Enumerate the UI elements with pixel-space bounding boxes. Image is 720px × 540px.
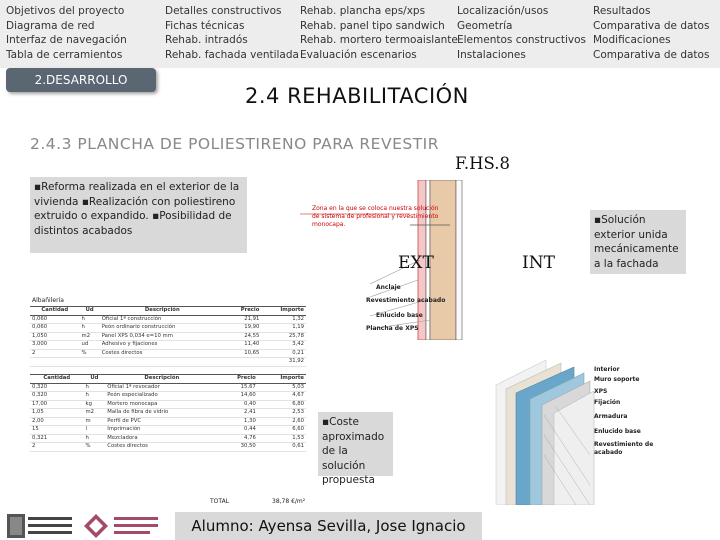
nav-link[interactable]: Instalaciones [457,48,526,61]
cell-total: 31,92 [261,358,306,367]
cell-unit: h [84,392,106,401]
table-row [30,400,306,409]
table-row [30,315,306,324]
cell-unit: h [80,324,100,333]
cell-unit: h [80,315,100,324]
table-row [30,324,306,333]
table-row [30,417,306,426]
table-row [30,349,306,358]
cell-description: Panel XPS 0,034 e=10 mm [100,332,225,341]
nav-link[interactable]: Comparativa de datos [593,19,710,32]
cell-unit: m2 [84,409,106,418]
budget-table-1 [30,306,306,367]
drawing-label-enlucido: Enlucido base [376,312,423,319]
table-row [30,332,306,341]
nav-link[interactable]: Elementos constructivos [457,34,587,46]
cell-price: 10,65 [225,349,262,358]
cell-price: 30,50 [218,443,257,452]
cell-price: 11,40 [225,341,262,350]
cell-quantity: 0,060 [30,324,80,333]
cell-amount: 2,60 [258,417,306,426]
cell-unit: % [84,443,106,452]
nav-column-4 [457,4,586,62]
cell-amount: 6,80 [258,400,306,409]
nav-column-5 [593,4,709,62]
cell-description: Peón especializado [105,392,218,401]
interior-label: INT [522,253,555,273]
cell-description: Oficial 1ª construcción [100,315,225,324]
cell-description: Imprimación [105,426,218,435]
cell-description: Costes directos [105,443,218,452]
cell-amount: 5,03 [258,383,306,392]
cell-price: 0,40 [218,400,257,409]
author-footer: Alumno: Ayensa Sevilla, Jose Ignacio [175,512,482,540]
iso-label: Muro soporte [594,376,640,383]
section-subtitle: 2.4.3 PLANCHA DE POLIESTIRENO PARA REVESTIR [30,135,440,153]
budget-table-2 [30,374,306,452]
drawing-label-revestimiento: Revestimiento acabado [366,297,446,304]
column-header: Ud [80,307,100,316]
cell-unit: m [84,417,106,426]
detail-code: F.HS.8 [455,154,510,173]
nav-link[interactable]: Diagrama de red [6,19,95,32]
features-box: ▪Reforma realizada en el exterior de la vivienda ▪Realización con poliestireno extruido o expandido. ▪Posibilidad de distintos acabados [30,177,247,253]
cell-quantity: 0,060 [30,315,80,324]
nav-link[interactable]: Interfaz de navegación [6,34,127,46]
cell-unit: ud [80,341,100,350]
cell-quantity: 0,321 [30,434,84,443]
nav-column-1 [6,4,127,62]
exterior-label: EXT [398,253,434,273]
nav-column-2 [165,4,299,62]
section-tab-desarrollo[interactable]: 2.DESARROLLO [6,68,156,92]
cell-description: Malla de fibra de vidrio [105,409,218,418]
cell-description: Peón ordinario construcción [100,324,225,333]
column-header: Cantidad [30,307,80,316]
nav-link[interactable]: Modificaciones [593,34,671,46]
cell-quantity: 0,320 [30,392,84,401]
cell-unit: m2 [80,332,100,341]
cell-description: Adhesivo y fijaciones [100,341,225,350]
cell-price: 19,90 [225,324,262,333]
table-row [30,409,306,418]
nav-link[interactable]: Objetivos del proyecto [6,5,125,17]
nav-link[interactable]: Rehab. plancha eps/xps [300,5,426,17]
column-header: Importe [261,307,306,316]
column-header: Ud [84,375,106,384]
cell-description: Mezcladora [105,434,218,443]
drawing-note: Zona en la que se coloca nuestra solución de sistema de profesional y revestimiento monocapa. [312,205,439,228]
cell-price: 21,91 [225,315,262,324]
cell-description: Mortero monocapa [105,400,218,409]
cost-box: ▪Coste aproximado de la solución propuesta [318,412,393,476]
column-header: Cantidad [30,375,84,384]
cell-quantity: 0,320 [30,383,84,392]
cell-amount: 4,67 [258,392,306,401]
table-row [30,443,306,452]
cell-amount: 25,78 [261,332,306,341]
nav-link[interactable]: Rehab. panel tipo sandwich [300,19,445,32]
cell-quantity: 2 [30,349,80,358]
nav-link[interactable]: Rehab. intradós [165,34,248,46]
iso-label: Enlucido base [594,428,641,435]
column-header: Precio [225,307,262,316]
drawing-label-plancha: Plancha de XPS [366,325,419,332]
nav-link[interactable]: Rehab. mortero termoaislante [300,34,458,46]
table-header-row [30,375,306,384]
cell-quantity: 2,00 [30,417,84,426]
nav-link[interactable]: Comparativa de datos [593,48,710,61]
cell-amount: 0,61 [258,443,306,452]
table-row [30,383,306,392]
column-header: Descripción [105,375,218,384]
cell-price: 15,67 [218,383,257,392]
cell-description: Oficial 1ª revocador [105,383,218,392]
column-header: Precio [218,375,257,384]
iso-label: Revestimiento de acabado [594,441,654,456]
cell-amount: 0,21 [261,349,306,358]
iso-label: XPS [594,388,608,395]
column-header: Importe [258,375,306,384]
cell-amount: 1,32 [261,315,306,324]
cell-price: 0,44 [218,426,257,435]
cell-quantity: 1,050 [30,332,80,341]
isometric-wall-illustration [486,355,596,505]
nav-link[interactable]: Geometría [457,19,513,32]
cell-price: 4,76 [218,434,257,443]
cell-unit: h [84,383,106,392]
page-title: 2.4 REHABILITACIÓN [245,84,469,108]
cell-quantity: 15 [30,426,84,435]
budget-total-value: 38,78 €/m² [272,498,306,505]
drawing-label-anclaje: Anclaje [376,284,401,291]
cell-quantity: 1,05 [30,409,84,418]
school-logo [82,512,160,540]
cell-description: Perfil de PVC [105,417,218,426]
nav-link[interactable]: Tabla de cerramientos [6,48,123,61]
cell-price: 1,30 [218,417,257,426]
nav-link[interactable]: Localización/usos [457,5,549,17]
cell-unit: l [84,426,106,435]
iso-label: Armadura [594,413,628,420]
top-navigation [0,0,720,68]
nav-column-3 [300,4,458,62]
table-row [30,392,306,401]
nav-link[interactable]: Evaluación escenarios [300,48,417,61]
column-header: Descripción [100,307,225,316]
cell-unit: % [80,349,100,358]
cell-amount: 1,53 [258,434,306,443]
cell-unit: kg [84,400,106,409]
nav-link[interactable]: Resultados [593,5,651,17]
budget1-caption: Albañilería [32,297,64,304]
nav-link[interactable]: Detalles constructivos [165,5,282,17]
nav-link[interactable]: Rehab. fachada ventilada [165,48,299,61]
cell-amount: 3,42 [261,341,306,350]
cell-amount: 1,19 [261,324,306,333]
cell-unit: h [84,434,106,443]
cell-amount: 6,60 [258,426,306,435]
iso-label: Interior [594,366,620,373]
budget-total-label: TOTAL [210,498,230,505]
cell-price: 2,41 [218,409,257,418]
university-logo [6,512,76,540]
cell-quantity: 2 [30,443,84,452]
cell-quantity: 3,000 [30,341,80,350]
table-header-row [30,307,306,316]
table-row [30,426,306,435]
cell-description: Costes directos [100,349,225,358]
table-total-row [30,358,306,367]
table-row [30,434,306,443]
cell-price: 14,60 [218,392,257,401]
table-row [30,341,306,350]
cell-amount: 2,53 [258,409,306,418]
iso-label: Fijación [594,399,621,406]
cell-price: 24,55 [225,332,262,341]
nav-link[interactable]: Fichas técnicas [165,19,245,32]
cell-quantity: 17,00 [30,400,84,409]
solution-box: ▪Solución exterior unida mecánicamente a la fachada [590,210,686,274]
